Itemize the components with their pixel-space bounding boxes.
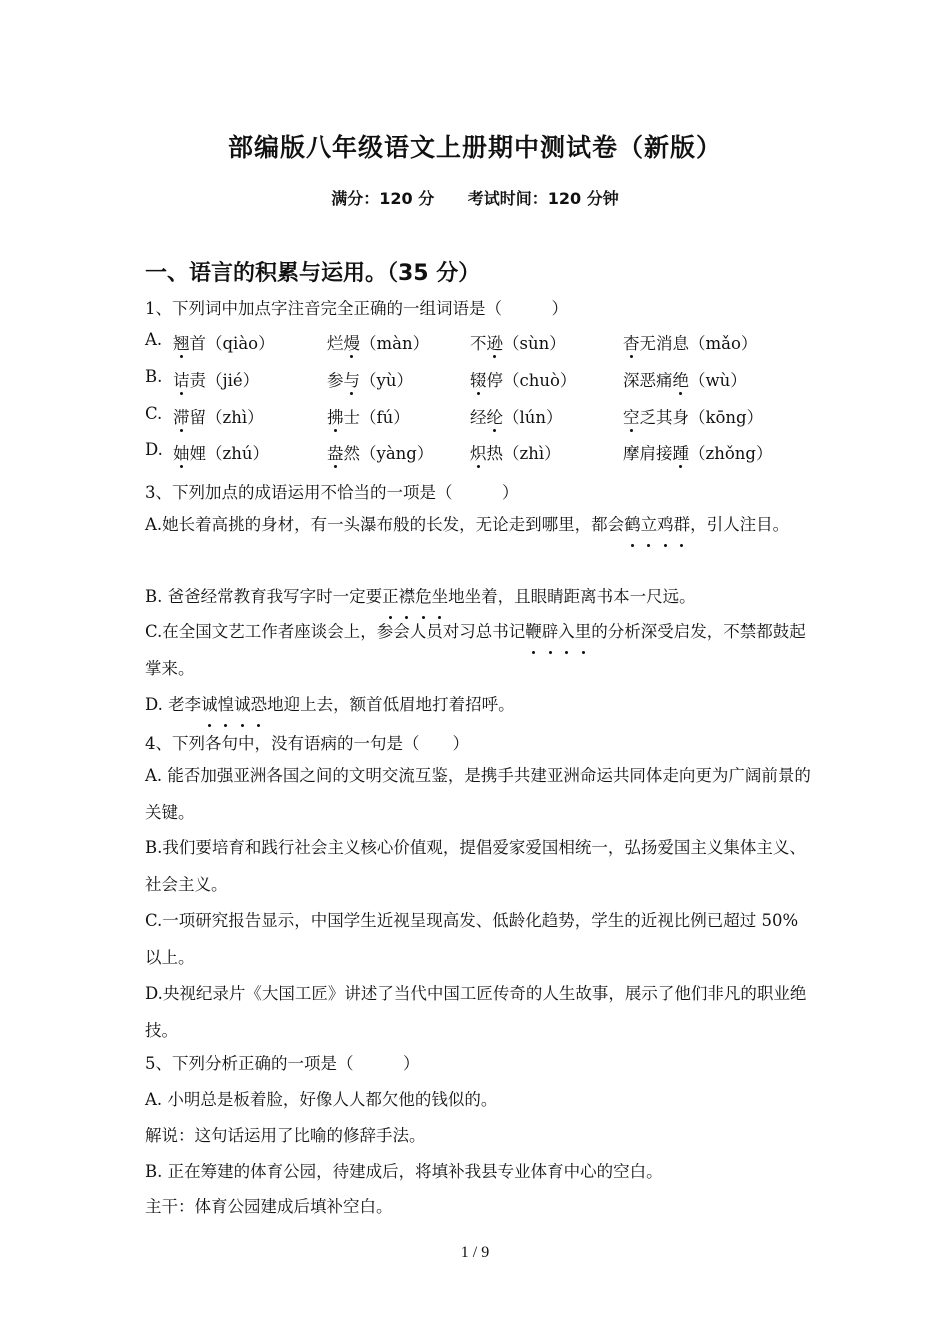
dotted-char: 辟	[542, 613, 559, 650]
option-label: D.	[145, 440, 163, 459]
option-word	[470, 367, 576, 391]
option-text: B. 爸爸经常教育我写字时一定要	[145, 587, 383, 606]
word-part: （wù）	[689, 371, 747, 390]
word-part: 停（chuò）	[486, 371, 577, 390]
word-part: 乏其身（kōng）	[639, 408, 764, 427]
word-part: 参	[327, 371, 344, 390]
option-word	[327, 330, 429, 354]
dotted-char: 坐	[432, 578, 449, 615]
option-word	[173, 330, 275, 354]
dotted-char: 空	[623, 404, 640, 428]
word-part: 烂	[327, 334, 344, 353]
word-part: 然（yàng）	[343, 444, 434, 463]
dotted-char: 诚	[201, 686, 218, 723]
option-word	[623, 440, 772, 464]
question-5-option-a: A. 小明总是板着脸，好像人人都欠他的钱似的。	[145, 1090, 498, 1109]
dotted-char: 鹤	[624, 506, 641, 543]
dotted-char: 与	[344, 367, 361, 391]
dotted-char: 立	[641, 506, 658, 543]
question-4-option-d: D.央视纪录片《大国工匠》讲述了当代中国工匠传奇的人生故事，展示了他们非凡的职业绝技。	[145, 984, 807, 1040]
dotted-idiom	[525, 622, 591, 641]
dotted-idiom	[624, 515, 690, 534]
dotted-char: 辍	[470, 367, 487, 391]
dotted-char: 滞	[173, 404, 190, 428]
dotted-char: 踵	[673, 440, 690, 464]
option-word	[327, 440, 433, 464]
page-title: 部编版八年级语文上册期中测试卷（新版）	[227, 133, 722, 162]
option-word	[173, 367, 259, 391]
dotted-char: 盎	[327, 440, 344, 464]
word-part: 无消息（mǎo）	[639, 334, 758, 353]
dotted-char: 诘	[173, 367, 190, 391]
word-part: 责（jié）	[189, 371, 260, 390]
dotted-char: 纶	[487, 404, 504, 428]
question-5-stem: 5、下列分析正确的一项是（ ）	[145, 1054, 420, 1073]
question-3-option-d	[145, 686, 813, 723]
word-part: 热（zhì）	[486, 444, 561, 463]
word-part: 首（qiào）	[189, 334, 275, 353]
option-word	[327, 404, 410, 428]
dotted-char: 襟	[399, 578, 416, 615]
option-word	[470, 330, 566, 354]
option-label: B.	[145, 367, 163, 386]
option-text: C.在全国文艺工作者座谈会上，参会人员对习总书记	[145, 622, 526, 641]
dotted-char: 惶	[218, 686, 235, 723]
dotted-char: 炽	[470, 440, 487, 464]
dotted-idiom	[382, 587, 448, 606]
option-word	[327, 367, 413, 391]
option-text: 的分析深受启发，不禁都鼓起掌来。	[145, 622, 806, 678]
exam-time: 考试时间：120 分钟	[467, 189, 619, 208]
option-word	[470, 440, 561, 464]
question-4-option-b: B.我们要培育和践行社会主义核心价值观，提倡爱家爱国相统一，弘扬爱国主义集体主义、社会主义。	[145, 838, 806, 894]
option-word	[623, 367, 747, 391]
dotted-char: 杳	[623, 330, 640, 354]
dotted-char: 鞭	[525, 613, 542, 650]
question-5-option-b: B. 正在筹建的体育公园，待建成后，将填补我县专业体育中心的空白。	[145, 1162, 663, 1181]
option-label: C.	[145, 404, 163, 423]
dotted-idiom	[201, 695, 267, 714]
option-text: D. 老李	[145, 695, 202, 714]
option-text: A.她长着高挑的身材，有一头瀑布般的长发，无论走到哪里，都会	[145, 515, 625, 534]
option-word	[173, 404, 264, 428]
question-3-option-c	[145, 613, 813, 687]
dotted-char: 诚	[234, 686, 251, 723]
word-part: （sùn）	[503, 334, 566, 353]
question-4-stem: 4、下列各句中，没有语病的一句是（ ）	[145, 734, 469, 753]
word-part: （màn）	[360, 334, 430, 353]
question-3-option-a	[145, 506, 813, 543]
word-part: 士（fú）	[343, 408, 410, 427]
full-score: 满分：120 分	[331, 189, 435, 208]
option-word	[173, 440, 269, 464]
word-part: 经	[470, 408, 487, 427]
section-heading: 一、语言的积累与运用。（35 分）	[145, 261, 481, 286]
option-word	[470, 404, 563, 428]
dotted-char: 妯	[173, 440, 190, 464]
word-part: （zhǒng）	[689, 444, 773, 463]
question-3-option-b	[145, 578, 813, 615]
dotted-char: 鸡	[657, 506, 674, 543]
question-4-option-c: C.一项研究报告显示，中国学生近视呈现高发、低龄化趋势，学生的近视比例已超过 50%以上。	[145, 911, 799, 967]
option-text: 地坐着，且眼睛距离书本一尺远。	[448, 587, 696, 606]
word-part: （lún）	[503, 408, 563, 427]
option-word	[623, 404, 763, 428]
dotted-char: 入	[558, 613, 575, 650]
question-3-stem: 3、下列加点的成语运用不恰当的一项是（ ）	[145, 483, 519, 502]
option-label: A.	[145, 330, 163, 349]
question-1-stem: 1、下列词中加点字注音完全正确的一组词语是（ ）	[145, 299, 568, 318]
page-number: 1 / 9	[460, 1244, 490, 1261]
word-part: 摩肩接	[623, 444, 673, 463]
dotted-char: 恐	[251, 686, 268, 723]
option-text: ，引人注目。	[690, 515, 790, 534]
word-part: 不	[470, 334, 487, 353]
dotted-char: 正	[382, 578, 399, 615]
option-text: 地迎上去，额首低眉地打着招呼。	[267, 695, 515, 714]
dotted-char: 逊	[487, 330, 504, 354]
dotted-char: 熳	[344, 330, 361, 354]
dotted-char: 里	[575, 613, 592, 650]
dotted-char: 拂	[327, 404, 344, 428]
option-word	[623, 330, 757, 354]
dotted-char: 绝	[673, 367, 690, 391]
word-part: 留（zhì）	[189, 408, 264, 427]
question-5-note-b: 主干：体育公园建成后填补空白。	[145, 1197, 393, 1216]
dotted-char: 危	[415, 578, 432, 615]
dotted-char: 群	[674, 506, 691, 543]
question-4-option-a: A. 能否加强亚洲各国之间的文明交流互鉴，是携手共建亚洲命运共同体走向更为广阔前景的关键。	[145, 766, 811, 822]
word-part: （yù）	[360, 371, 413, 390]
word-part: 娌（zhú）	[189, 444, 269, 463]
question-5-note-a: 解说：这句话运用了比喻的修辞手法。	[145, 1126, 426, 1145]
exam-info	[0, 186, 950, 209]
dotted-char: 翘	[173, 330, 190, 354]
word-part: 深恶痛	[623, 371, 673, 390]
